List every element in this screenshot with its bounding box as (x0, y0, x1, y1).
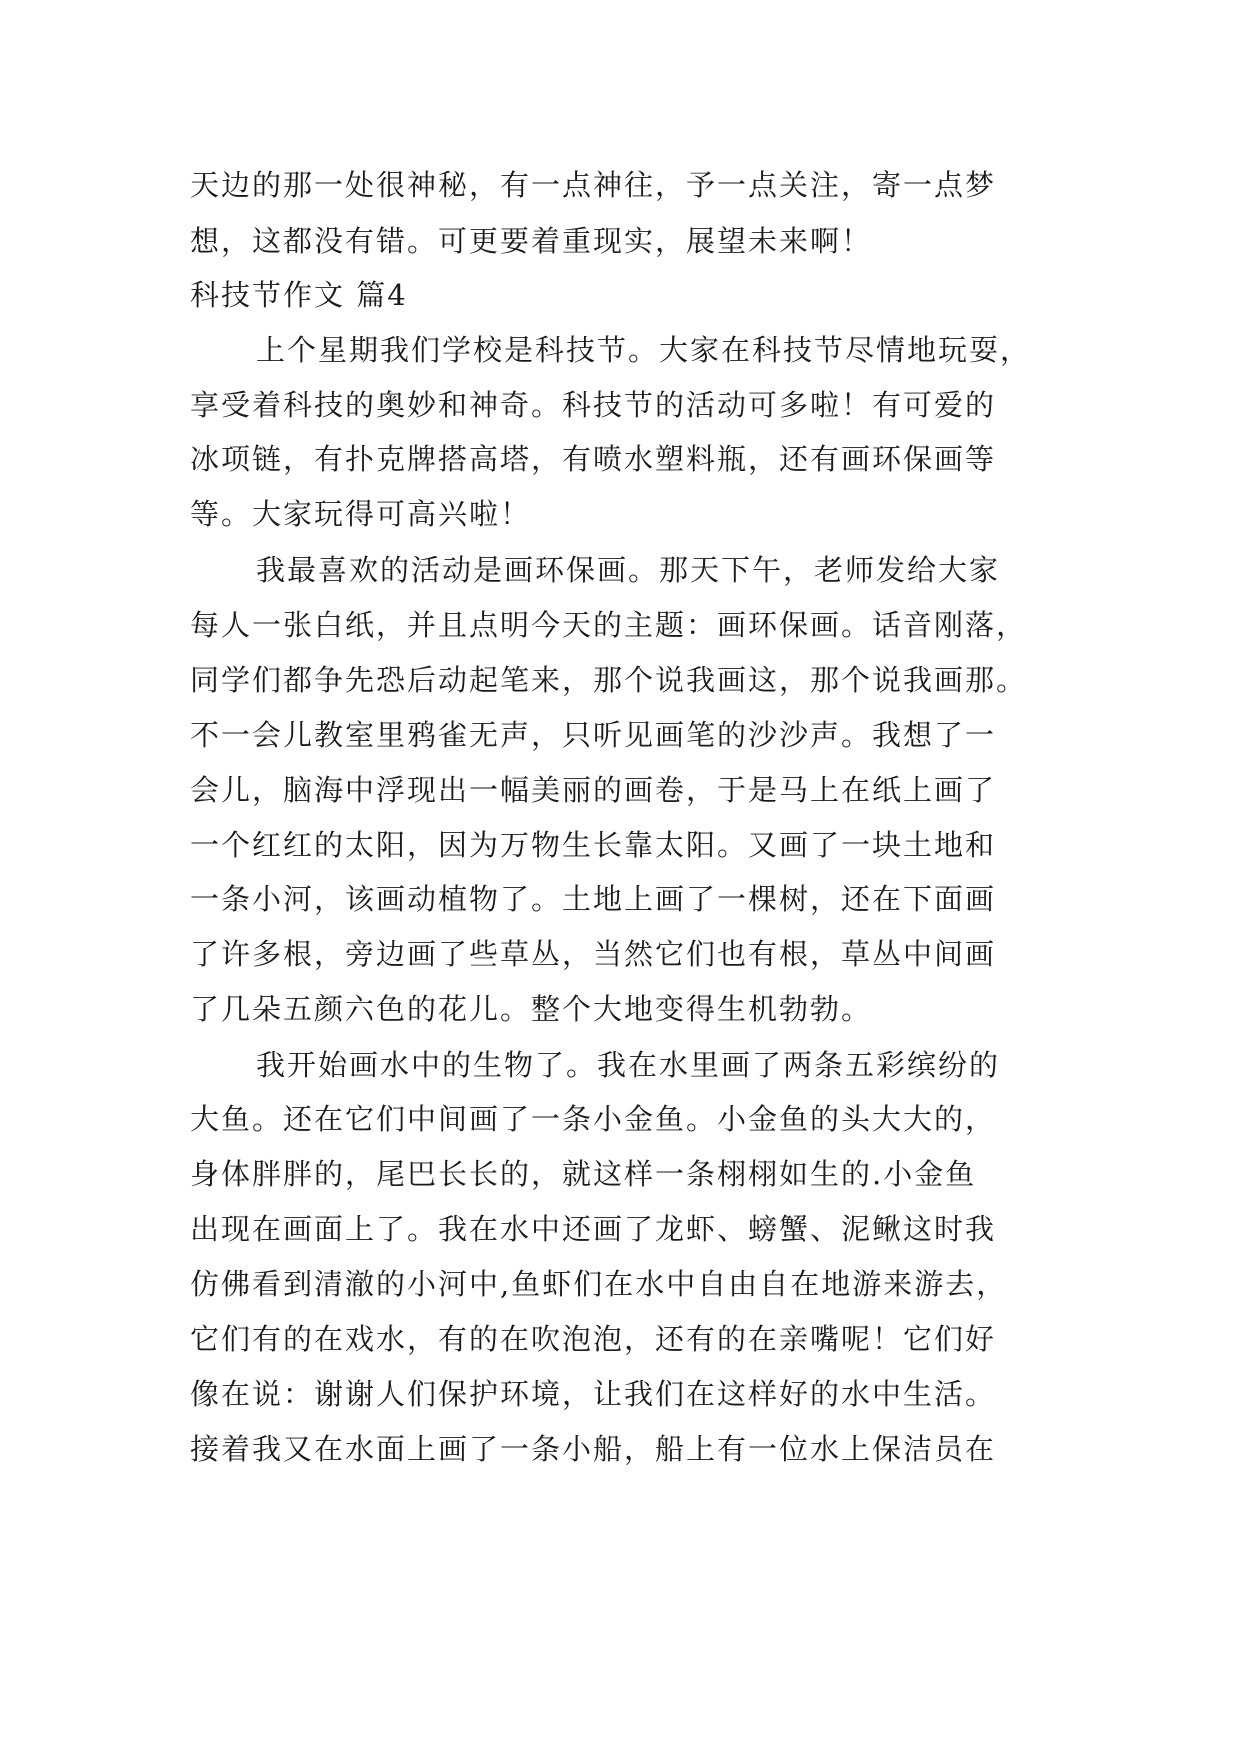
text-line: 不一会儿教室里鸦雀无声，只听见画笔的沙沙声。我想了一 (190, 718, 997, 752)
text-line: 它们有的在戏水，有的在吹泡泡，还有的在亲嘴呢！它们好 (190, 1322, 997, 1356)
text-line: 了几朵五颜六色的花儿。整个大地变得生机勃勃。 (190, 992, 873, 1026)
text-line: 享受着科技的奥妙和神奇。科技节的活动可多啦！有可爱的 (190, 388, 997, 422)
text-line: 会儿，脑海中浮现出一幅美丽的画卷，于是马上在纸上画了 (190, 773, 997, 807)
text-line: 接着我又在水面上画了一条小船，船上有一位水上保洁员在 (190, 1432, 997, 1466)
text-line: 每人一张白纸，并且点明今天的主题：画环保画。话音刚落， (190, 608, 1028, 642)
text-line: 大鱼。还在它们中间画了一条小金鱼。小金鱼的头大大的， (190, 1102, 997, 1136)
text-line: 冰项链，有扑克牌搭高塔，有喷水塑料瓶，还有画环保画等 (190, 442, 997, 476)
text-line: 同学们都争先恐后动起笔来，那个说我画这，那个说我画那。 (190, 663, 1028, 697)
paragraph-start-line: 我开始画水中的生物了。我在水里画了两条五彩缤纷的 (256, 1048, 1001, 1082)
paragraph-start-line: 上个星期我们学校是科技节。大家在科技节尽情地玩耍， (256, 333, 1032, 367)
text-line: 等。大家玩得可高兴啦！ (190, 497, 532, 531)
text-line: 天边的那一处很神秘，有一点神往，予一点关注，寄一点梦 (190, 168, 997, 202)
text-line: 像在说：谢谢人们保护环境，让我们在这样好的水中生活。 (190, 1377, 997, 1411)
text-line: 仿佛看到清澈的小河中,鱼虾们在水中自由自在地游来游去， (190, 1267, 1008, 1301)
text-line: 身体胖胖的，尾巴长长的，就这样一条栩栩如生的.小金鱼 (190, 1157, 977, 1191)
text-line: 一个红红的太阳，因为万物生长靠太阳。又画了一块土地和 (190, 828, 997, 862)
text-line: 想，这都没有错。可更要着重现实，展望未来啊！ (190, 224, 873, 258)
text-line: 一条小河，该画动植物了。土地上画了一棵树，还在下面画 (190, 882, 997, 916)
text-line: 了许多根，旁边画了些草丛，当然它们也有根，草丛中间画 (190, 937, 997, 971)
paragraph-start-line: 我最喜欢的活动是画环保画。那天下午，老师发给大家 (256, 553, 1001, 587)
text-line: 出现在画面上了。我在水中还画了龙虾、螃蟹、泥鳅这时我 (190, 1212, 997, 1246)
section-heading: 科技节作文 篇4 (190, 278, 408, 312)
